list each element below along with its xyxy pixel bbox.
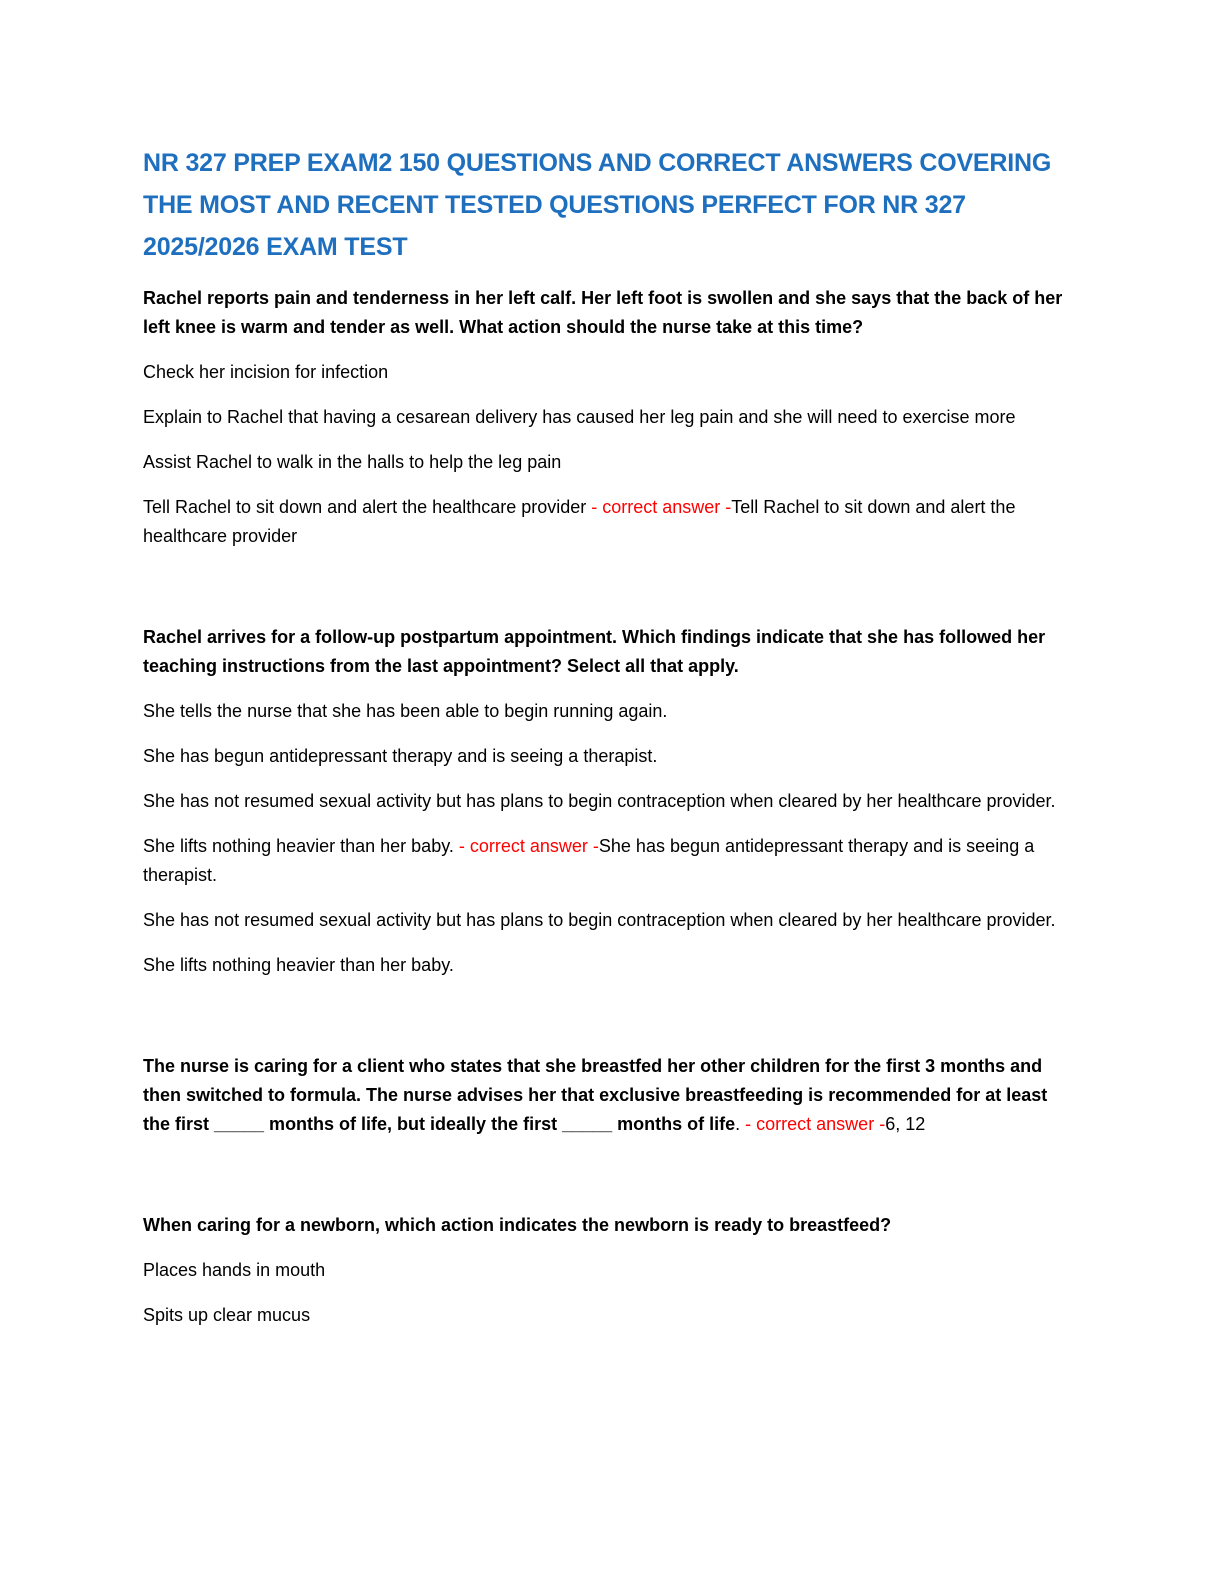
q2-option-1: She tells the nurse that she has been able to begin running again. (143, 701, 668, 721)
q2-answer-3: She lifts nothing heavier than her baby. (143, 955, 454, 975)
q2-answer-2: She has not resumed sexual activity but has plans to begin contraception when cleared by her healthcare provider. (143, 910, 1056, 930)
q1-option-4: Tell Rachel to sit down and alert the healthcare provider (143, 497, 592, 517)
q4-option-2: Spits up clear mucus (143, 1305, 311, 1325)
q1-option-1: Check her incision for infection (143, 362, 389, 382)
q3-text-end: . (735, 1114, 746, 1134)
correct-answer-marker: - correct answer - (458, 836, 599, 856)
q2-option-3: She has not resumed sexual activity but has plans to begin contraception when cleared by her healthcare provider. (143, 791, 1056, 811)
spacer (143, 567, 1078, 623)
q2-option-2: She has begun antidepressant therapy and is seeing a therapist. (143, 746, 658, 766)
correct-answer-marker: - correct answer - (745, 1114, 886, 1134)
q3-answer: 6, 12 (885, 1114, 926, 1134)
question-2: Rachel arrives for a follow-up postpartum appointment. Which findings indicate that she has followed her teaching instructions from the last appointment? Select all that apply. (143, 627, 1046, 676)
document-page (143, 142, 1078, 1346)
q1-option-4-with-answer (143, 493, 1078, 551)
document-title: NR 327 PREP EXAM2 150 QUESTIONS AND CORRECT ANSWERS COVERING THE MOST AND RECENT TESTED QUESTIONS PERFECT FOR NR 327 2025/2026 EXAM TEST (143, 149, 1052, 261)
q2-option-4-with-answer (143, 832, 1078, 890)
question-3 (143, 1052, 1078, 1139)
q2-answer: She has begun antidepressant therapy and is seeing a therapist. (143, 836, 1035, 885)
q2-option-4: She lifts nothing heavier than her baby. (143, 836, 459, 856)
question-1: Rachel reports pain and tenderness in her left calf. Her left foot is swollen and she says that the back of her left knee is warm and tender as well. What action should the nurse take at this time? (143, 288, 1063, 337)
q4-option-1: Places hands in mouth (143, 1260, 326, 1280)
correct-answer-marker: - correct answer - (591, 497, 732, 517)
spacer (143, 1155, 1078, 1211)
spacer (143, 996, 1078, 1052)
q1-option-3: Assist Rachel to walk in the halls to help the leg pain (143, 452, 562, 472)
q3-text: The nurse is caring for a client who states that she breastfed her other children for the first 3 months and then switched to formula. The nurse advises her that exclusive breastfeeding is recommended for at least the first _____ months of life, but ideally the first _____ months of life (143, 1056, 1048, 1134)
question-4: When caring for a newborn, which action indicates the newborn is ready to breastfeed? (143, 1215, 892, 1235)
q1-answer: Tell Rachel to sit down and alert the healthcare provider (143, 497, 1016, 546)
q1-option-2: Explain to Rachel that having a cesarean delivery has caused her leg pain and she will need to exercise more (143, 407, 1016, 427)
